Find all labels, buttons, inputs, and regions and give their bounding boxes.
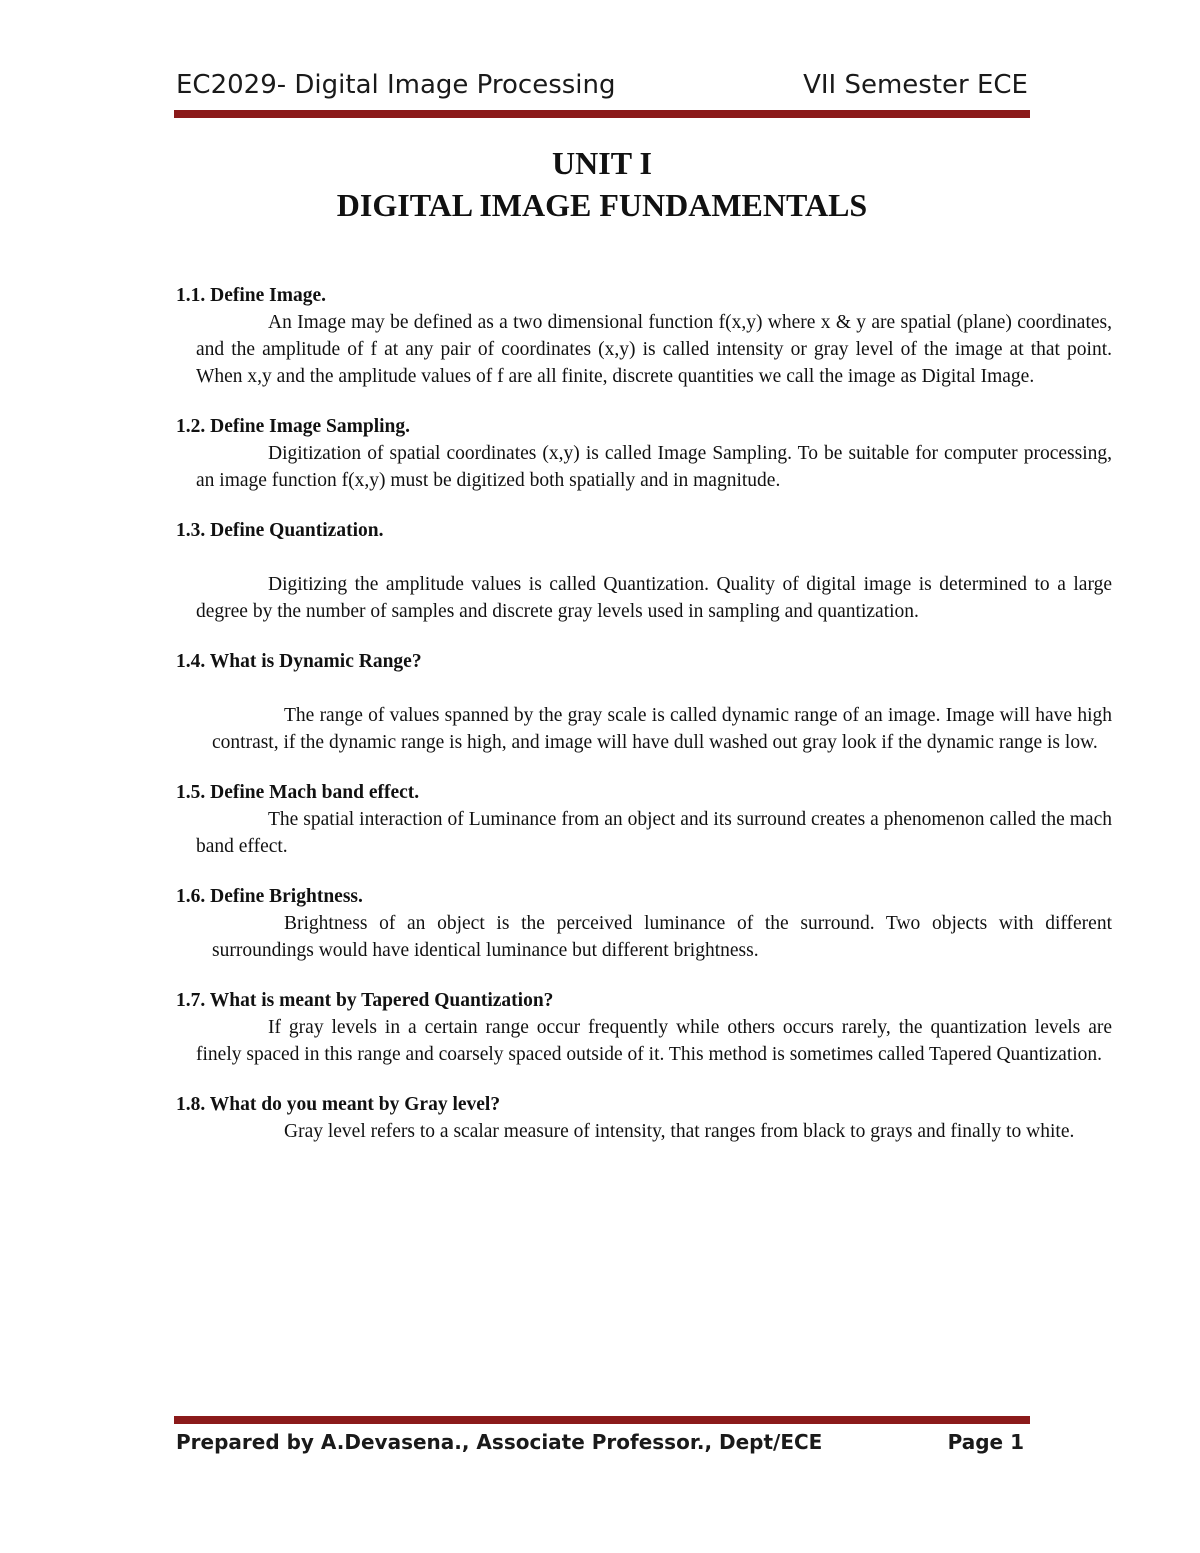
- question-heading: 1.4. What is Dynamic Range?: [176, 651, 422, 672]
- question-heading: 1.8. What do you meant by Gray level?: [176, 1094, 501, 1115]
- qa-section: [176, 648, 1112, 756]
- qa-section: [176, 883, 1112, 964]
- question-heading: 1.1. Define Image.: [176, 285, 327, 306]
- qa-section: [176, 779, 1112, 860]
- answer-text: Digitization of spatial coordinates (x,y) is called Image Sampling. To be suitable for computer processing, an image function f(x,y) must be digitized both spatially and in magnitude.: [196, 443, 1112, 491]
- qa-section: [176, 517, 1112, 625]
- answer-text: Digitizing the amplitude values is called Quantization. Quality of digital image is determined to a large degree by the number of samples and discrete gray levels used in sampling and quantization.: [196, 574, 1112, 622]
- qa-section: [176, 987, 1112, 1068]
- qa-section: [176, 413, 1112, 494]
- page-header: [176, 70, 1028, 112]
- page-number: Page 1: [947, 1430, 1024, 1454]
- course-title: EC2029- Digital Image Processing: [176, 70, 616, 100]
- header-rule: [174, 110, 1030, 118]
- unit-title: UNIT I: [552, 145, 652, 181]
- question-heading: 1.3. Define Quantization.: [176, 520, 384, 541]
- question-heading: 1.5. Define Mach band effect.: [176, 782, 420, 803]
- prepared-by: Prepared by A.Devasena., Associate Professor., Dept/ECE: [176, 1430, 823, 1454]
- answer-text: The range of values spanned by the gray scale is called dynamic range of an image. Image will have high contrast, if the dynamic range is high, and image will have dull washed out gray look if the dynamic range is low.: [212, 705, 1112, 753]
- answer-text: An Image may be defined as a two dimensional function f(x,y) where x & y are spatial (plane) coordinates, and the amplitude of f at any pair of coordinates (x,y) is called intensity or gray level of the image at that point. When x,y and the amplitude values of f are all finite, discrete quantities we call the image as Digital Image.: [196, 312, 1112, 387]
- document-body: [176, 282, 1112, 1168]
- unit-topic: DIGITAL IMAGE FUNDAMENTALS: [336, 187, 868, 223]
- unit-title-block: [174, 142, 1030, 226]
- semester-label: VII Semester ECE: [803, 70, 1028, 100]
- answer-text: The spatial interaction of Luminance from an object and its surround creates a phenomenon called the mach band effect.: [196, 809, 1112, 857]
- footer-rule: [174, 1416, 1030, 1424]
- qa-section: [176, 282, 1112, 390]
- question-heading: 1.7. What is meant by Tapered Quantization?: [176, 990, 554, 1011]
- question-heading: 1.2. Define Image Sampling.: [176, 416, 410, 437]
- qa-section: [176, 1091, 1112, 1145]
- question-heading: 1.6. Define Brightness.: [176, 886, 363, 907]
- answer-text: If gray levels in a certain range occur frequently while others occurs rarely, the quantization levels are finely spaced in this range and coarsely spaced outside of it. This method is sometimes called Tapered Quantization.: [196, 1017, 1112, 1065]
- answer-text: Gray level refers to a scalar measure of intensity, that ranges from black to grays and finally to white.: [284, 1121, 1075, 1142]
- answer-text: Brightness of an object is the perceived luminance of the surround. Two objects with different surroundings would have identical luminance but different brightness.: [212, 913, 1112, 961]
